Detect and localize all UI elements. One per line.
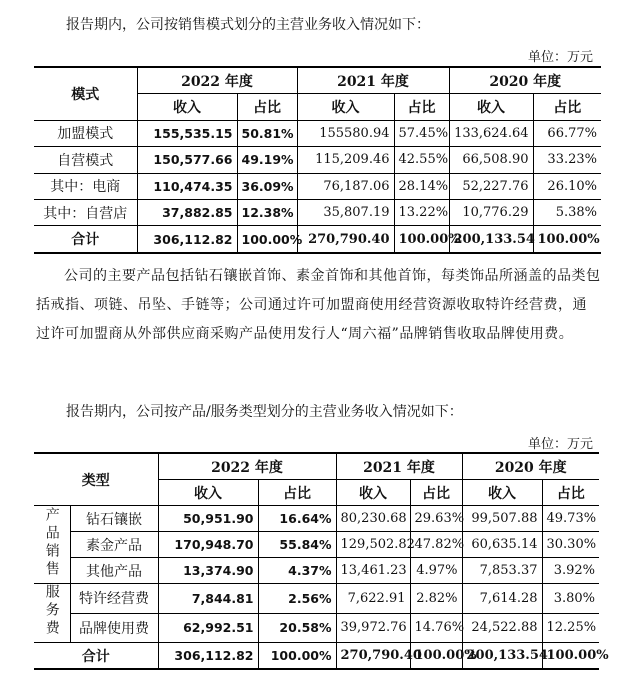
share-2020: 3.80% — [542, 584, 599, 614]
header-share: 占比 — [258, 480, 336, 506]
share-2021: 57.45% — [394, 120, 449, 146]
total-share-2021: 100.00% — [394, 226, 449, 253]
unit-label: 单位：万元 — [527, 437, 593, 452]
unit-label: 单位：万元 — [527, 50, 593, 65]
revenue-2021: 39,972.76 — [336, 613, 410, 643]
share-2020: 3.92% — [542, 558, 599, 584]
header-2021: 2021 年度 — [297, 67, 449, 94]
table-row — [34, 584, 599, 614]
sales-mode-table — [34, 66, 601, 254]
revenue-2021: 35,807.19 — [297, 199, 394, 225]
revenue-2021: 129,502.82 — [336, 532, 410, 558]
header-revenue: 收入 — [449, 94, 533, 120]
revenue-2020: 133,624.64 — [449, 120, 533, 146]
table-row — [34, 199, 601, 225]
share-2021: 29.63% — [410, 506, 462, 532]
total-share-2020: 100.00% — [533, 226, 601, 253]
total-revenue-2020: 200,133.54 — [462, 643, 542, 670]
table-row — [34, 558, 599, 584]
share-2022: 16.64% — [258, 506, 336, 532]
header-type: 类型 — [34, 453, 158, 506]
revenue-2022: 7,844.81 — [158, 584, 258, 614]
share-2022: 36.09% — [237, 173, 297, 199]
revenue-2022: 170,948.70 — [158, 532, 258, 558]
revenue-2021: 155580.94 — [297, 120, 394, 146]
revenue-2022: 37,882.85 — [137, 199, 237, 225]
share-2021: 2.82% — [410, 584, 462, 614]
share-2020: 30.30% — [542, 532, 599, 558]
revenue-2022: 150,577.66 — [137, 147, 237, 173]
group-label-product-sales: 产品销售 — [34, 506, 70, 584]
share-2020: 26.10% — [533, 173, 601, 199]
header-mode: 模式 — [34, 67, 137, 120]
revenue-2022: 50,951.90 — [158, 506, 258, 532]
share-2022: 20.58% — [258, 613, 336, 643]
row-label: 素金产品 — [70, 532, 158, 558]
share-2020: 33.23% — [533, 147, 601, 173]
header-revenue: 收入 — [297, 94, 394, 120]
revenue-2022: 155,535.15 — [137, 120, 237, 146]
total-share-2022: 100.00% — [237, 226, 297, 253]
share-2020: 5.38% — [533, 199, 601, 225]
share-2022: 4.37% — [258, 558, 336, 584]
total-share-2022: 100.00% — [258, 643, 336, 670]
header-2021: 2021 年度 — [336, 453, 462, 480]
revenue-2021: 7,622.91 — [336, 584, 410, 614]
table-row — [34, 532, 599, 558]
table-row — [34, 147, 601, 173]
share-2020: 66.77% — [533, 120, 601, 146]
share-2021: 13.22% — [394, 199, 449, 225]
share-2021: 14.76% — [410, 613, 462, 643]
header-share: 占比 — [237, 94, 297, 120]
row-label: 自营模式 — [34, 147, 137, 173]
share-2022: 2.56% — [258, 584, 336, 614]
header-revenue: 收入 — [336, 480, 410, 506]
total-row — [34, 226, 601, 253]
intro-text-sales-mode: 报告期内，公司按销售模式划分的主营业务收入情况如下： — [66, 17, 430, 33]
row-label: 其他产品 — [70, 558, 158, 584]
header-2022: 2022 年度 — [158, 453, 336, 480]
row-label: 钻石镶嵌 — [70, 506, 158, 532]
share-2021: 47.82% — [410, 532, 462, 558]
group-label-service-fee: 服务费 — [34, 584, 70, 643]
share-2022: 50.81% — [237, 120, 297, 146]
revenue-2020: 52,227.76 — [449, 173, 533, 199]
revenue-2021: 76,187.06 — [297, 173, 394, 199]
product-description-paragraph: 公司的主要产品包括钻石镶嵌首饰、素金首饰和其他首饰，每类饰品所涵盖的品类包括戒指、项链、吊坠、手链等；公司通过许可加盟商使用经营资源收取特许经营费，通过许可加盟商从外部供应商采购产品使用发行人“周六福”品牌销售收取品牌使用费。 — [36, 268, 601, 342]
total-label: 合计 — [71, 232, 100, 249]
header-share: 占比 — [394, 94, 449, 120]
header-revenue: 收入 — [158, 480, 258, 506]
product-type-table — [34, 452, 609, 670]
revenue-2021: 80,230.68 — [336, 506, 410, 532]
row-label: 加盟模式 — [34, 120, 137, 146]
table-row — [34, 173, 601, 199]
table-row — [34, 613, 599, 643]
share-2020: 49.73% — [542, 506, 599, 532]
row-label: 其中：自营店 — [34, 199, 137, 225]
revenue-2021: 115,209.46 — [297, 147, 394, 173]
total-revenue-2020: 200,133.54 — [449, 226, 533, 253]
header-2020: 2020 年度 — [449, 67, 601, 94]
share-2022: 12.38% — [237, 199, 297, 225]
header-revenue: 收入 — [137, 94, 237, 120]
header-revenue: 收入 — [462, 480, 542, 506]
revenue-2020: 66,508.90 — [449, 147, 533, 173]
revenue-2020: 60,635.14 — [462, 532, 542, 558]
header-2022: 2022 年度 — [137, 67, 297, 94]
revenue-2020: 10,776.29 — [449, 199, 533, 225]
share-2021: 4.97% — [410, 558, 462, 584]
total-revenue-2022: 306,112.82 — [158, 643, 258, 670]
total-revenue-2021: 270,790.40 — [297, 226, 394, 253]
share-2022: 49.19% — [237, 147, 297, 173]
total-label: 合计 — [81, 648, 110, 665]
header-2020: 2020 年度 — [462, 453, 599, 480]
revenue-2020: 99,507.88 — [462, 506, 542, 532]
table-row — [34, 506, 599, 532]
row-label: 特许经营费 — [70, 584, 158, 614]
revenue-2022: 13,374.90 — [158, 558, 258, 584]
revenue-2020: 7,853.37 — [462, 558, 542, 584]
share-2021: 28.14% — [394, 173, 449, 199]
share-2021: 42.55% — [394, 147, 449, 173]
share-2020: 12.25% — [542, 613, 599, 643]
share-2022: 55.84% — [258, 532, 336, 558]
revenue-2022: 110,474.35 — [137, 173, 237, 199]
revenue-2021: 13,461.23 — [336, 558, 410, 584]
total-revenue-2021: 270,790.40 — [336, 643, 410, 670]
header-share: 占比 — [533, 94, 601, 120]
revenue-2022: 62,992.51 — [158, 613, 258, 643]
revenue-2020: 24,522.88 — [462, 613, 542, 643]
revenue-2020: 7,614.28 — [462, 584, 542, 614]
row-label: 其中：电商 — [34, 173, 137, 199]
total-row — [34, 643, 599, 670]
total-share-2020: 100.00% — [542, 643, 599, 670]
header-share: 占比 — [410, 480, 462, 506]
total-revenue-2022: 306,112.82 — [137, 226, 237, 253]
header-share: 占比 — [542, 480, 599, 506]
row-label: 品牌使用费 — [70, 613, 158, 643]
total-share-2021: 100.00% — [410, 643, 462, 670]
table-row — [34, 120, 601, 146]
intro-text-product-type: 报告期内，公司按产品/服务类型划分的主营业务收入情况如下： — [66, 404, 463, 420]
